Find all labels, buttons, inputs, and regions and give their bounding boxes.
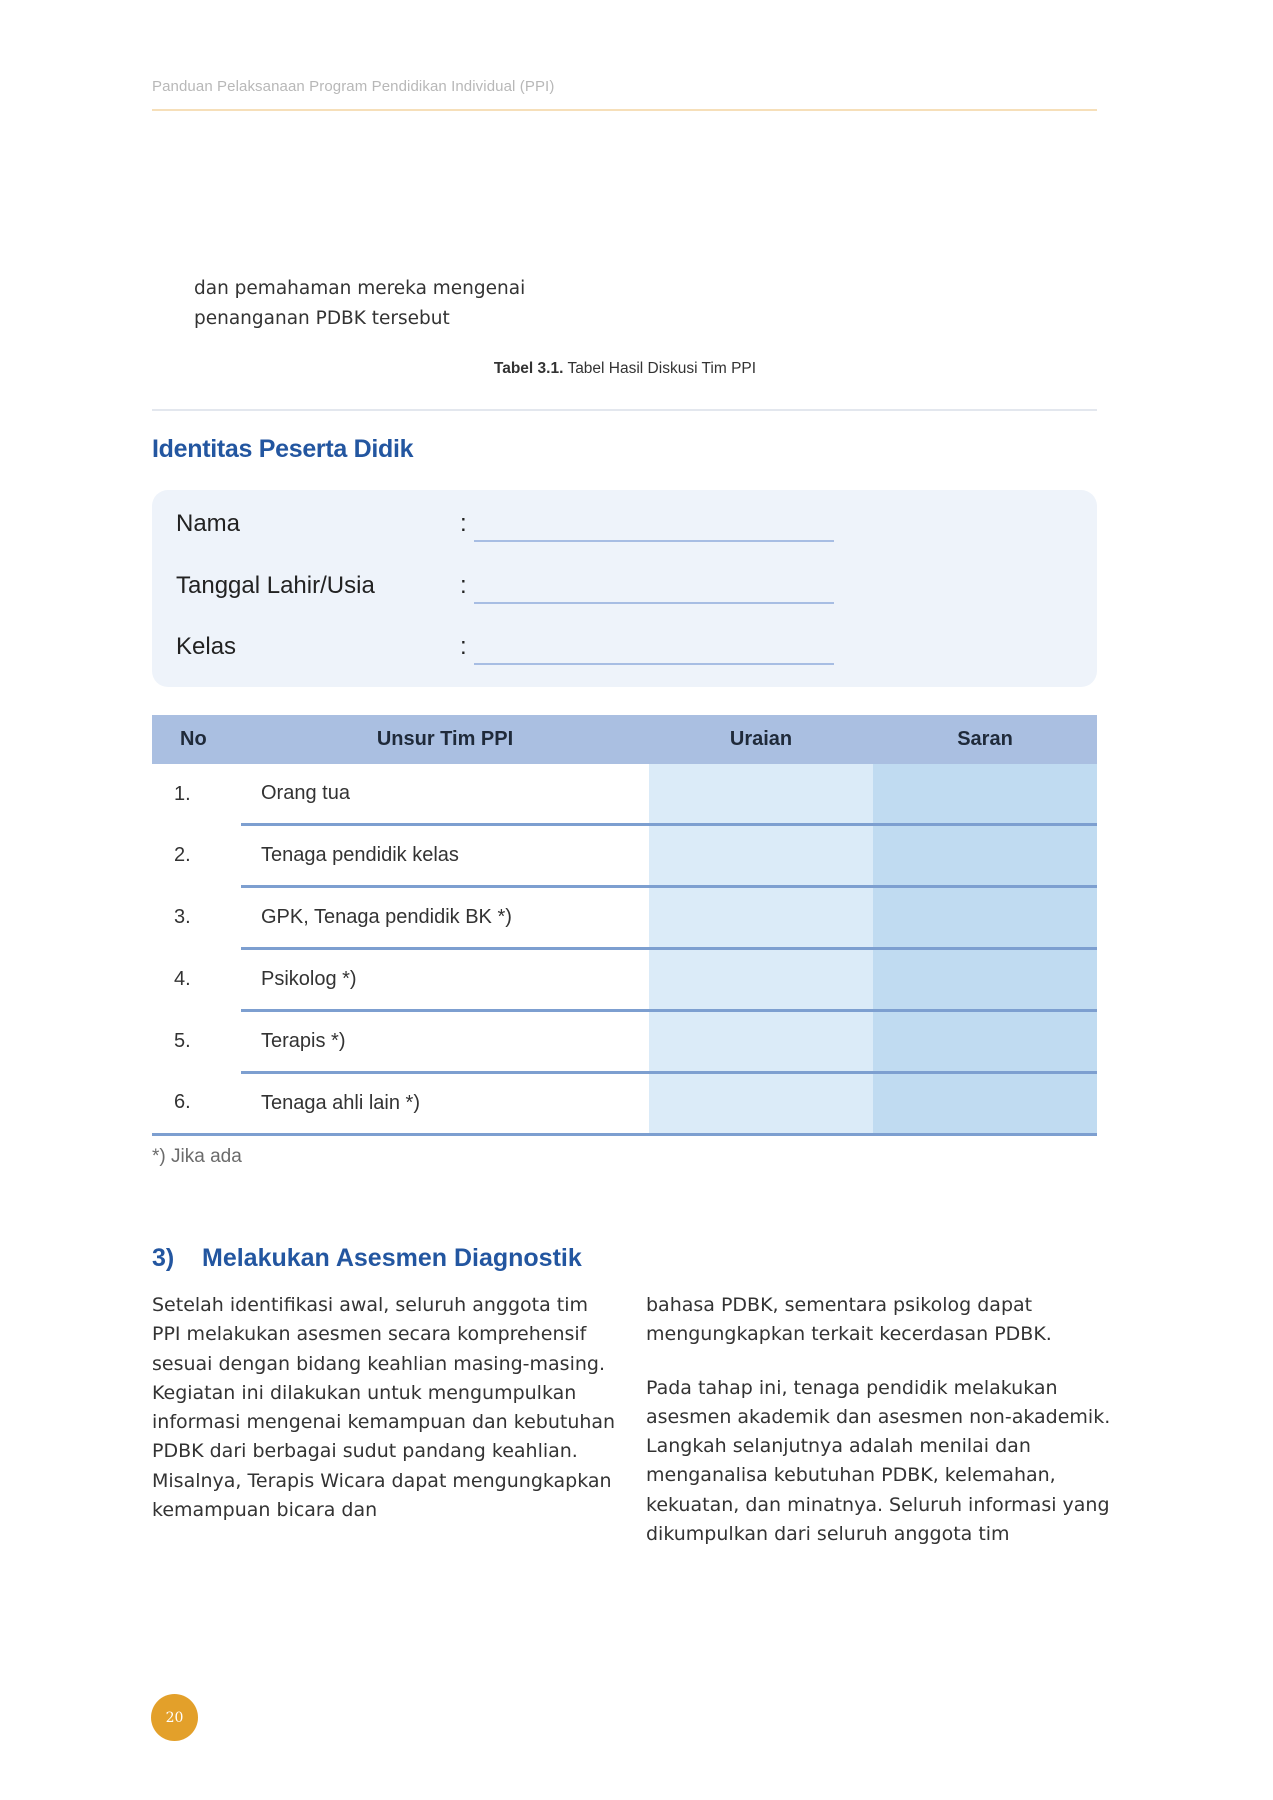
row-number: 5. xyxy=(174,1030,191,1052)
paragraph: Setelah identifikasi awal, seluruh anggota tim PPI melakukan asesmen secara komprehensif sesuai dengan bidang keahlian masing-masing. Kegiatan ini dilakukan untuk mengumpulkan informasi mengenai kemampuan dan kebutuhan PDBK dari berbagai sudut pandang keahlian. Misalnya, Terapis Wicara dapat mengungkapkan kemampuan bicara dan xyxy=(152,1294,616,1522)
section-heading xyxy=(152,1244,582,1273)
row-unsur: Tenaga pendidik kelas xyxy=(241,825,649,887)
row-unsur: Psikolog *) xyxy=(241,949,649,1011)
table-row xyxy=(152,825,1097,887)
table-row xyxy=(152,764,1097,825)
field-colon: : xyxy=(460,572,467,599)
row-saran-cell[interactable] xyxy=(873,949,1097,1011)
identity-field-tanggal-lahir xyxy=(152,572,1097,612)
ppi-discussion-table xyxy=(152,715,1097,1136)
row-number: 4. xyxy=(174,968,191,990)
page-number-badge: 20 xyxy=(151,1694,198,1741)
row-unsur: GPK, Tenaga pendidik BK *) xyxy=(241,887,649,949)
row-number: 2. xyxy=(174,844,191,866)
row-saran-cell[interactable] xyxy=(873,1073,1097,1135)
table-row xyxy=(152,1011,1097,1073)
row-uraian-cell[interactable] xyxy=(649,825,873,887)
field-label: Kelas xyxy=(176,633,237,660)
caption-text: Tabel Hasil Diskusi Tim PPI xyxy=(567,360,757,377)
paragraph: Pada tahap ini, tenaga pendidik melakukan asesmen akademik dan asesmen non-akademik. Langkah selanjutnya adalah menilai dan menganalisa kebutuhan PDBK, kelemahan, kekuatan, dan minatnya. Seluruh informasi yang dikumpulkan dari seluruh anggota tim xyxy=(646,1376,1111,1546)
row-uraian-cell[interactable] xyxy=(649,887,873,949)
table-header-row xyxy=(152,715,1097,764)
intro-line: penanganan PDBK tersebut xyxy=(194,308,450,329)
caption-label: Tabel 3.1. xyxy=(493,360,564,377)
field-label: Tanggal Lahir/Usia xyxy=(176,572,375,599)
column-header-no: No xyxy=(152,715,241,764)
field-label: Nama xyxy=(176,510,241,537)
kelas-input-line[interactable] xyxy=(474,663,834,665)
field-colon: : xyxy=(460,510,467,537)
table-row xyxy=(152,887,1097,949)
identity-form xyxy=(152,490,1097,687)
intro-line: dan pemahaman mereka mengenai xyxy=(194,278,526,299)
row-saran-cell[interactable] xyxy=(873,825,1097,887)
identity-section-title: Identitas Peserta Didik xyxy=(152,435,414,463)
table-footnote: *) Jika ada xyxy=(152,1146,242,1167)
row-saran-cell[interactable] xyxy=(873,887,1097,949)
intro-text xyxy=(194,274,525,334)
row-saran-cell[interactable] xyxy=(873,1011,1097,1073)
paragraph: bahasa PDBK, sementara psikolog dapat mengungkapkan terkait kecerdasan PDBK. xyxy=(646,1294,1052,1346)
row-uraian-cell[interactable] xyxy=(649,764,873,825)
row-uraian-cell[interactable] xyxy=(649,1011,873,1073)
table-row xyxy=(152,949,1097,1011)
row-number: 6. xyxy=(152,1073,241,1135)
header-divider xyxy=(152,109,1097,111)
row-uraian-cell[interactable] xyxy=(649,1073,873,1135)
running-header: Panduan Pelaksanaan Program Pendidikan Individual (PPI) xyxy=(152,78,555,95)
caption-divider xyxy=(152,409,1097,411)
section-title: Melakukan Asesmen Diagnostik xyxy=(202,1244,582,1272)
body-column-right xyxy=(646,1291,1116,1573)
column-header-saran: Saran xyxy=(873,715,1097,764)
table-row xyxy=(152,1073,1097,1135)
column-header-uraian: Uraian xyxy=(649,715,873,764)
row-number: 3. xyxy=(174,906,191,928)
section-number: 3) xyxy=(152,1244,175,1272)
identity-field-kelas xyxy=(152,633,1097,673)
table-caption xyxy=(0,360,1250,378)
row-unsur: Orang tua xyxy=(241,764,649,825)
tanggal-lahir-input-line[interactable] xyxy=(474,602,834,604)
row-unsur: Terapis *) xyxy=(241,1011,649,1073)
row-saran-cell[interactable] xyxy=(873,764,1097,825)
row-number: 1. xyxy=(174,782,191,805)
row-unsur: Tenaga ahli lain *) xyxy=(241,1073,649,1135)
field-colon: : xyxy=(460,633,467,660)
column-header-unsur: Unsur Tim PPI xyxy=(241,715,649,764)
row-uraian-cell[interactable] xyxy=(649,949,873,1011)
nama-input-line[interactable] xyxy=(474,540,834,542)
identity-field-nama xyxy=(152,510,1097,550)
body-column-left xyxy=(152,1291,622,1549)
